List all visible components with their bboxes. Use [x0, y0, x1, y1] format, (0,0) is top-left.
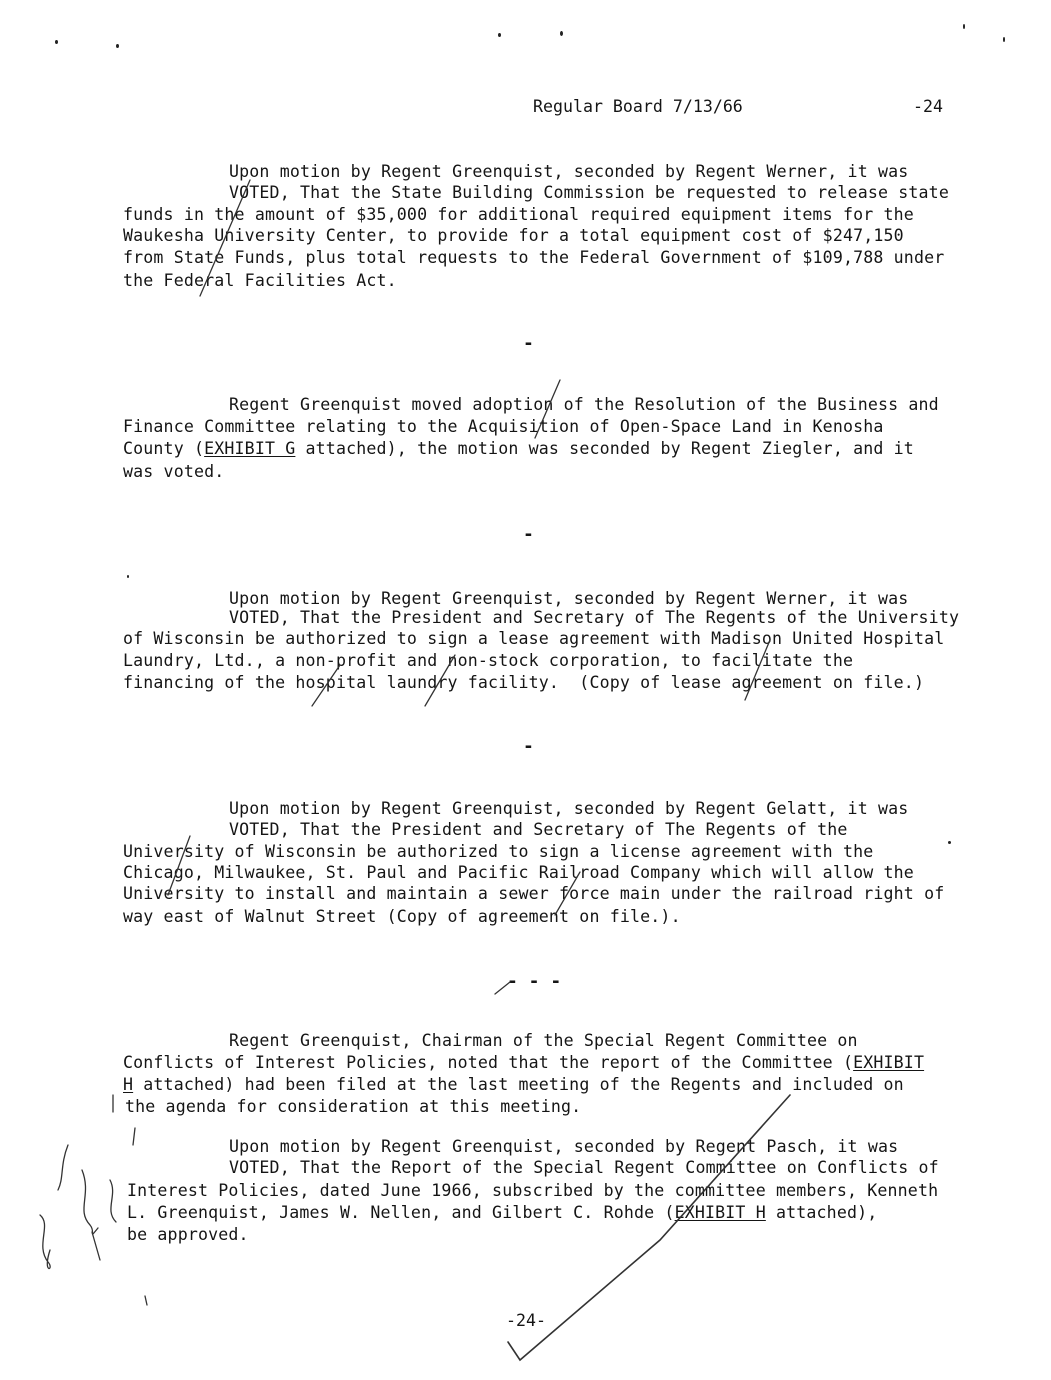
- paragraph-line: VOTED, That the President and Secretary of The Regents of the: [229, 820, 848, 839]
- line-text: County (: [123, 439, 205, 458]
- paragraph-line: the Federal Facilities Act.: [123, 271, 397, 290]
- margin-scribble: [82, 1170, 98, 1234]
- paragraph-line: VOTED, That the State Building Commission be requested to release state: [229, 183, 949, 202]
- paragraph-line: Laundry, Ltd., a non-profit and non-stock corporation, to facilitate the: [123, 651, 854, 670]
- margin-tick: [145, 1296, 147, 1305]
- paragraph-line: way east of Walnut Street (Copy of agreement on file.).: [123, 907, 681, 926]
- paragraph-line: Waukesha University Center, to provide for a total equipment cost of $247,150: [123, 226, 904, 245]
- paragraph-line: funds in the amount of $35,000 for additional required equipment items for the: [123, 205, 914, 224]
- paragraph-line: Upon motion by Regent Greenquist, seconded by Regent Werner, it was: [229, 589, 909, 608]
- paragraph-line: financing of the hospital laundry facility. (Copy of lease agreement on file.): [123, 673, 925, 692]
- paragraph-line: Upon motion by Regent Greenquist, seconded by Regent Werner, it was: [229, 162, 909, 181]
- paragraph-line: VOTED, That the President and Secretary of The Regents of the University: [229, 608, 960, 627]
- paragraph-line: Finance Committee relating to the Acquisition of Open-Space Land in Kenosha: [123, 417, 884, 436]
- paragraph-line: Upon motion by Regent Greenquist, seconded by Regent Pasch, it was: [229, 1137, 899, 1156]
- scan-speck: [55, 40, 58, 44]
- scan-speck: [560, 31, 563, 36]
- paragraph-line: the agenda for consideration at this meeting.: [125, 1097, 582, 1116]
- scan-speck: [116, 44, 119, 48]
- paragraph-line: be approved.: [127, 1225, 249, 1244]
- footer-page-number: -24-: [506, 1311, 546, 1330]
- scan-speck: [1003, 37, 1005, 42]
- section-separator: -: [523, 333, 534, 354]
- paragraph-line: [123, 438, 914, 460]
- header-title: Regular Board 7/13/66: [533, 97, 743, 116]
- scan-speck: [963, 24, 965, 29]
- exhibit-reference: EXHIBIT G: [204, 439, 296, 458]
- margin-scribble: [40, 1215, 50, 1269]
- paragraph-line: Chicago, Milwaukee, St. Paul and Pacific Railroad Company which will allow the: [123, 863, 914, 882]
- exhibit-reference: EXHIBIT H: [674, 1203, 766, 1222]
- scan-speck: [948, 841, 951, 844]
- exhibit-reference: EXHIBIT: [853, 1053, 925, 1072]
- margin-tick: [133, 1128, 135, 1145]
- section-separator: -: [523, 524, 534, 545]
- paragraph-line: University to install and maintain a sewer force main under the railroad right of: [123, 884, 945, 903]
- line-text: attached) had been filed at the last meeting of the Regents and included on: [133, 1075, 904, 1094]
- margin-scribble: [110, 1180, 116, 1222]
- paragraph-line: Regent Greenquist moved adoption of the Resolution of the Business and: [229, 395, 939, 414]
- paragraph-line: was voted.: [123, 462, 225, 481]
- line-text: attached), the motion was seconded by Regent Ziegler, and it: [295, 439, 914, 458]
- paragraph-line: VOTED, That the Report of the Special Regent Committee on Conflicts of: [229, 1158, 939, 1177]
- header-page-ref: -24: [913, 97, 943, 116]
- exhibit-reference: H: [123, 1075, 134, 1094]
- paragraph-line: Regent Greenquist, Chairman of the Special Regent Committee on: [229, 1031, 858, 1050]
- paragraph-line: Upon motion by Regent Greenquist, seconded by Regent Gelatt, it was: [229, 799, 909, 818]
- long-slash-mark: [508, 1095, 790, 1360]
- section-separator: - - -: [507, 971, 562, 992]
- section-separator: -: [523, 736, 534, 757]
- paragraph-line: University of Wisconsin be authorized to sign a license agreement with the: [123, 842, 874, 861]
- line-text: attached),: [765, 1203, 878, 1222]
- scan-speck: [127, 575, 129, 578]
- margin-scribble: [92, 1232, 100, 1260]
- paragraph-line: [123, 1052, 924, 1074]
- paragraph-line: [123, 1074, 904, 1096]
- line-text: Conflicts of Interest Policies, noted that the report of the Committee (: [123, 1053, 854, 1072]
- paragraph-line: Interest Policies, dated June 1966, subscribed by the committee members, Kenneth: [127, 1181, 939, 1200]
- paragraph-line: from State Funds, plus total requests to the Federal Government of $109,788 under: [123, 248, 945, 267]
- paragraph-line: of Wisconsin be authorized to sign a lease agreement with Madison United Hospital: [123, 629, 945, 648]
- paragraph-line: [127, 1202, 877, 1224]
- line-text: L. Greenquist, James W. Nellen, and Gilbert C. Rohde (: [127, 1203, 675, 1222]
- scan-speck: [498, 33, 501, 37]
- margin-scribble: [58, 1145, 68, 1190]
